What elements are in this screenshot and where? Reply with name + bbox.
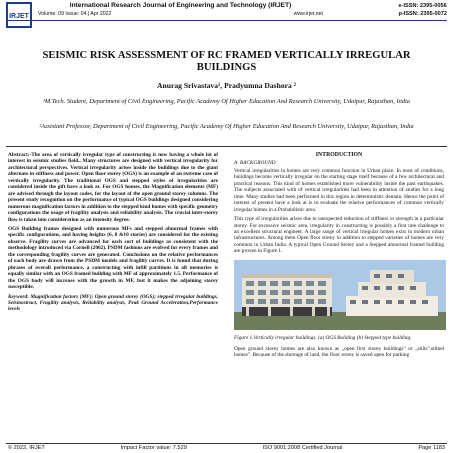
abstract-paragraph-1: Abstract:-The area of vertically irregular type of constructing is now having a whole lot of interest in seismic studies field.. Many structures are designed with vertical irregularity for architectural perspectives. Vertical irregularity arises inside the buildings due to the giant alternate in stiffness and power. Open floor storey (OGS) is an example of an extreme case of vertically irregularity. The traditional OGS and stepped styles of irregularities are considered inside the gift have a look at. For OGS homes, the Magnification elements (MF) are advised through the layout codes, for the layout of the open ground storey columns. The present study recognition on the performance of typical OGS buildings designed considering numerous magnification factors in addition to the stepped kind homes with specific geometry configurations the usage of fragility analysis and reliability analysis. The crucial inter-storey flow is taken into consideration as an intensity degree.	[8, 152, 219, 223]
subsection-heading-background: A. BACKGROUND	[234, 160, 276, 167]
journal-website[interactable]: www.irjet.net	[293, 11, 323, 17]
abstract-column	[8, 152, 218, 316]
intro-paragraph-2: This type of irregularities arises due to unexpected reduction of stiffness or strength in a particular storey. For excessive seismic area, irregularity in constructing is possibly a first rate challenge to an excellent structural engineer. A large range of vertical irregular homes exist in modern urban infrastructures. Among them Open floor storey in addition to stepped varieties of homes are very common in Urban India. A typical Open Ground Storey and a Stepped abnormal framed building are proven in Figure 1.	[234, 216, 444, 255]
affiliation-2: ²Assistant Professor, Department of Civil Engineering, Pacific Academy Of Higher Education And Research University, Udaipur, Rajasthan, India	[39, 123, 414, 130]
irjet-logo-icon	[6, 2, 32, 28]
section-heading-introduction: INTRODUCTION	[315, 152, 363, 158]
paper-authors: Anurag Srivastava¹, Pradyumna Dashora ²	[157, 81, 296, 90]
affiliation-1: ¹M.Tech. Student, Department of Civil Engineering, Pacific Academy Of Higher Education And Research University, Udaipur, Rajasthan, India	[42, 98, 410, 105]
footer-iso: ISO 9001:2008 Certified Journal	[262, 445, 343, 451]
volume-issue: Volume: 09 Issue: 04 | Apr 2022	[38, 11, 112, 17]
keywords: Keyword: Magnification factors (MF); Open ground storey (OGS); stepped irregular buildings, Seismostruct, Fragility analysis, Reliability analysis, Peak Ground Acceleration,Performance levels	[8, 293, 218, 313]
header-divider	[6, 20, 447, 21]
journal-name: International Research Journal of Engineering and Technology (IRJET)	[69, 2, 292, 9]
intro-paragraph-3: Open ground storey homes are also known as „open first storey buildings" or „stilts",stilted homes". Because of the shortage of land, the floor storey is saved open for parking	[234, 345, 444, 359]
paper-title: SEISMIC RISK ASSESSMENT OF RC FRAMED VERTICALLY IRREGULAR BUILDINGS	[42, 50, 411, 73]
footer-impact-factor: Impact Factor value: 7.529	[120, 445, 187, 451]
journal-header	[0, 0, 453, 46]
introduction-column	[234, 152, 444, 362]
page-footer	[8, 445, 445, 451]
figure-1-caption: Figure 1.Vertically irregular buildings. (a) OGS Building (b) Stepped type building.	[234, 335, 412, 342]
e-issn: e-ISSN: 2395-0056	[398, 3, 447, 9]
intro-paragraph-1: Vertical irregularities in homes are very common function in Urban place. In most of conditions, buildings become vertically irregular on the starting stage itself because of a few architectural and practical reasons. This kind of homes established more vulnerability inside the past earthquakes. The subjects associated with of vertical irregularities had been in attention of studies for a long time. Many studies had been performed in this region in deterministic domain. Hence the point of interest of present have a look at is to evaluate the relative performances of common vertically irregular homes in a Probabilistic area.	[234, 167, 444, 213]
footer-copyright: © 2022, IRJET	[8, 445, 45, 451]
footer-divider	[6, 443, 447, 444]
p-issn: p-ISSN: 2395-0072	[398, 11, 447, 17]
figure-1-buildings-photo	[234, 260, 446, 330]
section-divider	[6, 146, 447, 147]
svg-text:IRJET: IRJET	[9, 13, 29, 20]
abstract-paragraph-2: OGS Building frames designed with numerous MFs and stepped abnormal frames with specific configurations, and having heights (6, 8 &10 stories) are considered for the existing observe. Fragility curves are advanced for each sort of buildings as consistent with the methodology introduced via Cornell (2002). PSDM fashions are evolved for every frames and the corresponding fragility curves are generated. Conclusions on the relative performances of each body are drawn from the PSDM models and fragility curves. It is found that during phrases of overall performance, a constructing with infill partitions in all memories is equally similar with an OGS framed building with MF of approximately 1.5. Performance of the OGS body will increase with the growth in MF, but it makes the adjoining storey susceptible.	[8, 225, 218, 291]
footer-page-number: Page 1183	[418, 445, 445, 451]
